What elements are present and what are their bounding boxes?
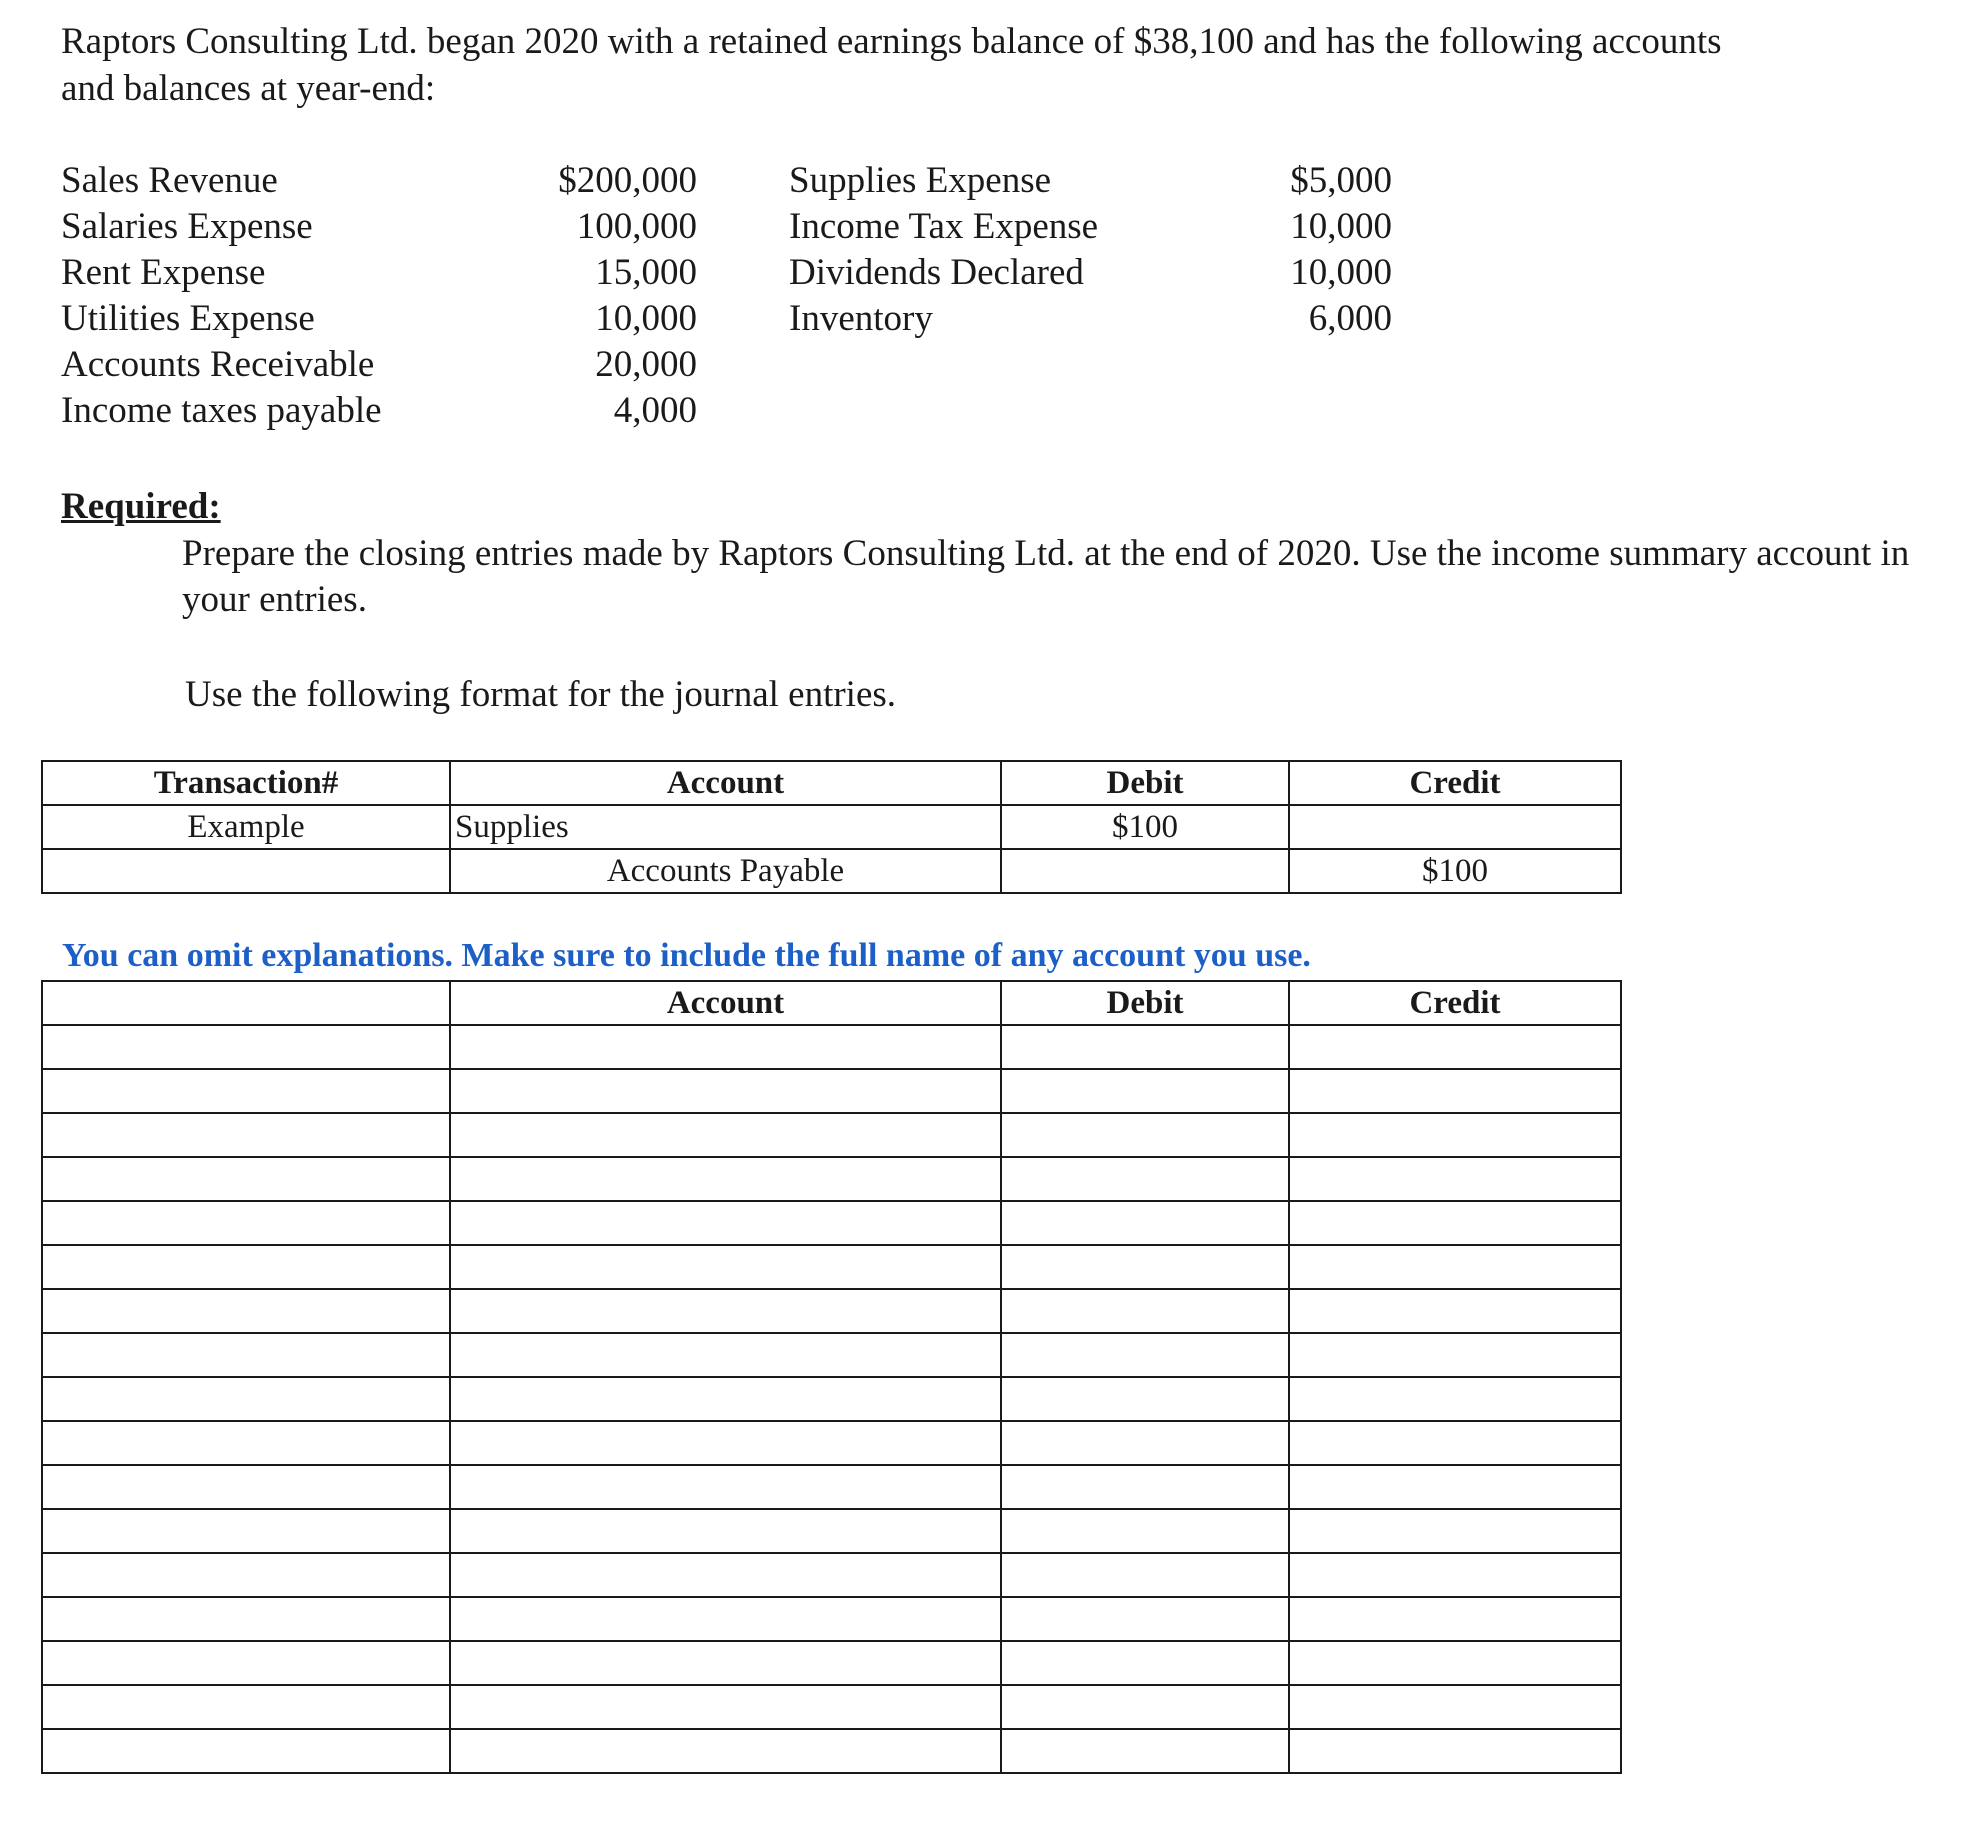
cell-transaction[interactable] xyxy=(42,1333,450,1377)
intro-line-1: Raptors Consulting Ltd. began 2020 with a retained earnings balance of $38,100 and has the following accounts xyxy=(61,21,1722,62)
account-name: Inventory xyxy=(789,298,933,339)
cell-credit: $100 xyxy=(1289,849,1621,893)
cell-debit[interactable] xyxy=(1001,1377,1289,1421)
cell-debit[interactable] xyxy=(1001,1025,1289,1069)
table-row xyxy=(42,1685,1621,1729)
cell-transaction[interactable] xyxy=(42,1729,450,1773)
table-row xyxy=(42,1729,1621,1773)
required-heading: Required: xyxy=(61,486,221,527)
cell-credit[interactable] xyxy=(1289,1729,1621,1773)
cell-transaction[interactable] xyxy=(42,1597,450,1641)
table-row xyxy=(42,1069,1621,1113)
cell-debit: $100 xyxy=(1001,805,1289,849)
required-instructions: Prepare the closing entries made by Raptors Consulting Ltd. at the end of 2020. Use the income summary account in your entries. xyxy=(182,533,1910,620)
account-name: Rent Expense xyxy=(61,252,266,293)
cell-debit[interactable] xyxy=(1001,1729,1289,1773)
cell-credit[interactable] xyxy=(1289,1333,1621,1377)
table-row xyxy=(42,1377,1621,1421)
cell-account[interactable] xyxy=(450,1641,1001,1685)
cell-debit[interactable] xyxy=(1001,1069,1289,1113)
table-row xyxy=(42,1245,1621,1289)
cell-debit[interactable] xyxy=(1001,1685,1289,1729)
account-amount: 15,000 xyxy=(595,252,697,293)
answer-journal-table xyxy=(41,980,1622,1774)
cell-credit[interactable] xyxy=(1289,1113,1621,1157)
cell-account[interactable] xyxy=(450,1465,1001,1509)
account-amount: 6,000 xyxy=(1308,298,1392,339)
table-row xyxy=(42,1465,1621,1509)
cell-account[interactable] xyxy=(450,1333,1001,1377)
cell-credit[interactable] xyxy=(1289,1245,1621,1289)
cell-transaction[interactable] xyxy=(42,1157,450,1201)
cell-debit[interactable] xyxy=(1001,1157,1289,1201)
cell-account[interactable] xyxy=(450,1597,1001,1641)
cell-credit[interactable] xyxy=(1289,1597,1621,1641)
account-name: Income Tax Expense xyxy=(789,206,1099,247)
cell-transaction[interactable] xyxy=(42,1069,450,1113)
table-row xyxy=(42,1509,1621,1553)
account-amount: 10,000 xyxy=(1290,252,1392,293)
account-name: Utilities Expense xyxy=(61,298,315,339)
account-amount: 100,000 xyxy=(576,206,697,247)
cell-account[interactable] xyxy=(450,1025,1001,1069)
header-account: Account xyxy=(450,761,1001,805)
cell-debit xyxy=(1001,849,1289,893)
cell-account: Supplies xyxy=(450,805,1001,849)
header-debit: Debit xyxy=(1001,761,1289,805)
cell-credit[interactable] xyxy=(1289,1025,1621,1069)
cell-account[interactable] xyxy=(450,1685,1001,1729)
cell-credit[interactable] xyxy=(1289,1685,1621,1729)
cell-transaction[interactable] xyxy=(42,1201,450,1245)
accounts-left-names xyxy=(61,158,382,434)
header-debit: Debit xyxy=(1001,981,1289,1025)
header-account: Account xyxy=(450,981,1001,1025)
table-row xyxy=(42,1553,1621,1597)
cell-transaction[interactable] xyxy=(42,1377,450,1421)
header-credit: Credit xyxy=(1289,761,1621,805)
cell-transaction[interactable] xyxy=(42,1113,450,1157)
cell-debit[interactable] xyxy=(1001,1509,1289,1553)
cell-account[interactable] xyxy=(450,1289,1001,1333)
table-row xyxy=(42,1597,1621,1641)
cell-credit[interactable] xyxy=(1289,1069,1621,1113)
cell-credit[interactable] xyxy=(1289,1553,1621,1597)
table-row xyxy=(42,1421,1621,1465)
table-row xyxy=(42,1641,1621,1685)
table-row xyxy=(42,1289,1621,1333)
cell-account[interactable] xyxy=(450,1069,1001,1113)
cell-transaction[interactable] xyxy=(42,1641,450,1685)
table-header-row xyxy=(42,761,1621,805)
cell-account[interactable] xyxy=(450,1377,1001,1421)
account-amount: $200,000 xyxy=(558,160,697,201)
cell-credit[interactable] xyxy=(1289,1289,1621,1333)
account-name: Income taxes payable xyxy=(61,390,382,431)
cell-debit[interactable] xyxy=(1001,1421,1289,1465)
header-transaction: Transaction# xyxy=(42,761,450,805)
header-transaction xyxy=(42,981,450,1025)
example-journal-table xyxy=(41,760,1622,894)
cell-account: Accounts Payable xyxy=(450,849,1001,893)
cell-account[interactable] xyxy=(450,1113,1001,1157)
cell-debit[interactable] xyxy=(1001,1113,1289,1157)
table-row xyxy=(42,849,1621,893)
cell-transaction xyxy=(42,849,450,893)
cell-account[interactable] xyxy=(450,1509,1001,1553)
instruction-note: You can omit explanations. Make sure to include the full name of any account you use. xyxy=(62,937,1311,974)
cell-debit[interactable] xyxy=(1001,1245,1289,1289)
account-name: Accounts Receivable xyxy=(61,344,375,385)
cell-transaction[interactable] xyxy=(42,1685,450,1729)
cell-debit[interactable] xyxy=(1001,1641,1289,1685)
cell-debit[interactable] xyxy=(1001,1465,1289,1509)
account-amount: 20,000 xyxy=(595,344,697,385)
cell-credit[interactable] xyxy=(1289,1465,1621,1509)
cell-transaction[interactable] xyxy=(42,1553,450,1597)
cell-transaction[interactable] xyxy=(42,1421,450,1465)
account-name: Supplies Expense xyxy=(789,160,1052,201)
cell-credit[interactable] xyxy=(1289,1377,1621,1421)
cell-credit xyxy=(1289,805,1621,849)
cell-debit[interactable] xyxy=(1001,1201,1289,1245)
cell-transaction: Example xyxy=(42,805,450,849)
table-row xyxy=(42,1333,1621,1377)
accounts-left-amounts xyxy=(440,158,697,434)
account-name: Dividends Declared xyxy=(789,252,1084,293)
account-name: Salaries Expense xyxy=(61,206,313,247)
accounts-right-names xyxy=(789,158,1098,342)
cell-credit[interactable] xyxy=(1289,1201,1621,1245)
cell-credit[interactable] xyxy=(1289,1641,1621,1685)
cell-account[interactable] xyxy=(450,1553,1001,1597)
format-note: Use the following format for the journal entries. xyxy=(185,674,897,715)
cell-credit[interactable] xyxy=(1289,1157,1621,1201)
cell-account[interactable] xyxy=(450,1201,1001,1245)
cell-account[interactable] xyxy=(450,1421,1001,1465)
cell-debit[interactable] xyxy=(1001,1553,1289,1597)
table-row xyxy=(42,1201,1621,1245)
account-amount: 10,000 xyxy=(1290,206,1392,247)
cell-credit[interactable] xyxy=(1289,1509,1621,1553)
cell-account[interactable] xyxy=(450,1245,1001,1289)
cell-debit[interactable] xyxy=(1001,1597,1289,1641)
cell-transaction[interactable] xyxy=(42,1245,450,1289)
header-credit: Credit xyxy=(1289,981,1621,1025)
cell-transaction[interactable] xyxy=(42,1465,450,1509)
table-row xyxy=(42,1157,1621,1201)
account-amount: 10,000 xyxy=(595,298,697,339)
cell-transaction[interactable] xyxy=(42,1025,450,1069)
cell-account[interactable] xyxy=(450,1157,1001,1201)
account-amount: $5,000 xyxy=(1290,160,1392,201)
table-header-row xyxy=(42,981,1621,1025)
intro-line-2: and balances at year-end: xyxy=(61,68,436,109)
table-row xyxy=(42,805,1621,849)
table-row xyxy=(42,1113,1621,1157)
table-row xyxy=(42,1025,1621,1069)
cell-debit[interactable] xyxy=(1001,1289,1289,1333)
cell-account[interactable] xyxy=(450,1729,1001,1773)
cell-transaction[interactable] xyxy=(42,1509,450,1553)
cell-credit[interactable] xyxy=(1289,1421,1621,1465)
account-amount: 4,000 xyxy=(613,390,697,431)
account-name: Sales Revenue xyxy=(61,160,278,201)
accounts-right-amounts xyxy=(1200,158,1392,342)
cell-transaction[interactable] xyxy=(42,1289,450,1333)
intro-paragraph xyxy=(61,18,1722,112)
cell-debit[interactable] xyxy=(1001,1333,1289,1377)
